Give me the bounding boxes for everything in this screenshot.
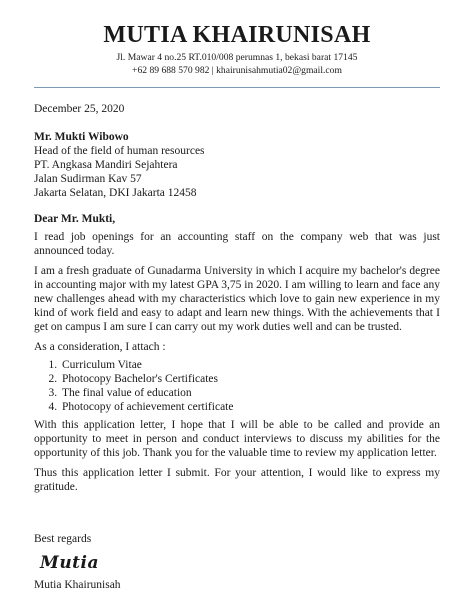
attach-intro: As a consideration, I attach : xyxy=(34,341,166,353)
attachment-item: 2. Photocopy Bachelor's Certificates xyxy=(60,372,440,386)
sender-address: Jl. Mawar 4 no.25 RT.010/008 perumnas 1, bekasi barat 17145 xyxy=(116,52,358,63)
closing-paragraph: Thus this application letter I submit. For your attention, I would like to express my gratitude. xyxy=(34,467,440,493)
recipient-block xyxy=(34,130,440,200)
handwritten-signature: Mutia xyxy=(40,553,100,573)
sender-contact xyxy=(34,52,440,77)
attachment-item: 4. Photocopy of achievement certificate xyxy=(60,400,440,414)
recipient-line: PT. Angkasa Mandiri Sejahtera xyxy=(34,159,178,171)
sender-name: MUTIA KHAIRUNISAH xyxy=(103,22,371,48)
closing-phrase: Best regards xyxy=(34,533,92,545)
header-divider xyxy=(34,87,440,88)
signer-name: Mutia Khairunisah xyxy=(34,579,121,591)
recipient-line: Head of the field of human resources xyxy=(34,145,205,157)
body-paragraph: I am a fresh graduate of Gunadarma University in which I acquire my bachelor's degree in accounting major with my latest GPA 3,75 in 2020. I am willing to learn and face any new challenges ahead with my characteristics which love to gain new experience in my kind of work field and easy to adapt and learn new things. With the achievements that I get on campus I am sure I can carry out my work duties well and can be trusted. xyxy=(34,265,440,333)
recipient-line: Jalan Sudirman Kav 57 xyxy=(34,173,142,185)
attachment-item: 1. Curriculum Vitae xyxy=(60,358,440,372)
recipient-name: Mr. Mukti Wibowo xyxy=(34,131,129,143)
salutation: Dear Mr. Mukti, xyxy=(34,213,116,225)
letter-date: December 25, 2020 xyxy=(34,103,125,115)
body-paragraph: I read job openings for an accounting staff on the company web that was just announced today. xyxy=(34,231,440,257)
attachment-list xyxy=(34,358,440,414)
recipient-line: Jakarta Selatan, DKI Jakarta 12458 xyxy=(34,187,197,199)
attachment-item: 3. The final value of education xyxy=(60,386,440,400)
closing-paragraph: With this application letter, I hope that I will be able to be called and provide an opportunity to meet in person and conduct interviews to discuss my abilities for the opportunity of this job. Thank you for the valuable time to review my application letter. xyxy=(34,419,440,459)
sender-phone-email: +62 89 688 570 982 | khairunisahmutia02@gmail.com xyxy=(132,64,342,76)
